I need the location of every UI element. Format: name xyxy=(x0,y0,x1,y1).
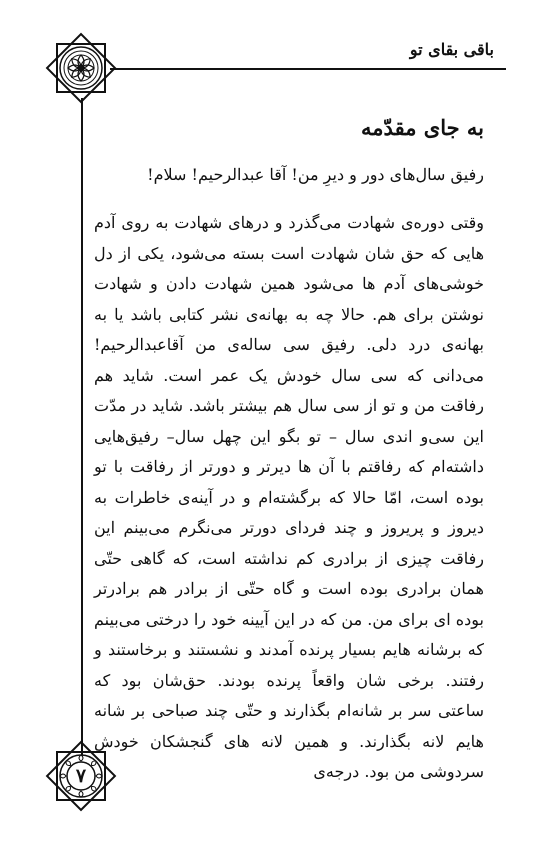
chapter-title: به جای مقدّمه xyxy=(361,115,484,140)
ornament-rosette-icon xyxy=(44,31,118,105)
page-number: ۷ xyxy=(75,765,87,787)
page-content xyxy=(94,112,484,788)
salutation-line: رفیق سال‌های دور و دیرِ من! آقا عبدالرحیم! سلام! xyxy=(147,165,484,184)
running-header: باقی بقای تو xyxy=(409,40,494,59)
body-paragraph: وقتی دوره‌ی شهادت می‌گذرد و درهای شهادت به روی آدم هایی که حق شان شهادت است بسته می‌شود، یکی از دل خوشی‌های آدم ها می‌شود همین شهادت دادن و شهادت نوشتن برای هم. حالا چه به بهانه‌ی نشر کتابی باشد یا به بهانه‌ی درد دلی. رفیق سی ساله‌ی من آقاعبدالرحیم! می‌دانی که سی سال خودش یک عمر است. شاید هم رفاقت من و تو از سی سال هم بیشتر باشد. شاید در مدّت این سی‌و اندی سال – تو بگو این چهل سال– رفیق‌هایی داشته‌ام که رفاقتم با آن ها دیرتر و دورتر از رفاقت با تو بوده است، امّا حالا که برگشته‌ام و در آینه‌ی خاطرات به دیروز و پریروز و چند فردای دورتر می‌نگرم می‌بینم این رفاقت چیزی از برادری کم نداشته است، که گاهی حتّی همان برادری بوده است و گاه حتّی از برادر هم برادرتر بوده ای برای من. من که در این آیینه خود را درختی می‌بینم که برشانه هایم بسیار پرنده آمدند و نشستند و برخاستند و رفتند. برخی شان واقعاً پرنده بودند. حق‌شان بود که ساعتی سر بر شانه‌ام بگذارند و حتّی چند صباحی بر شانه هایم لانه بگذارند. و همین لانه های گنجشکان خودش سردوشی من بود. درجه‌ی xyxy=(94,213,484,781)
header-rule xyxy=(110,68,506,70)
margin-rule xyxy=(81,98,83,762)
